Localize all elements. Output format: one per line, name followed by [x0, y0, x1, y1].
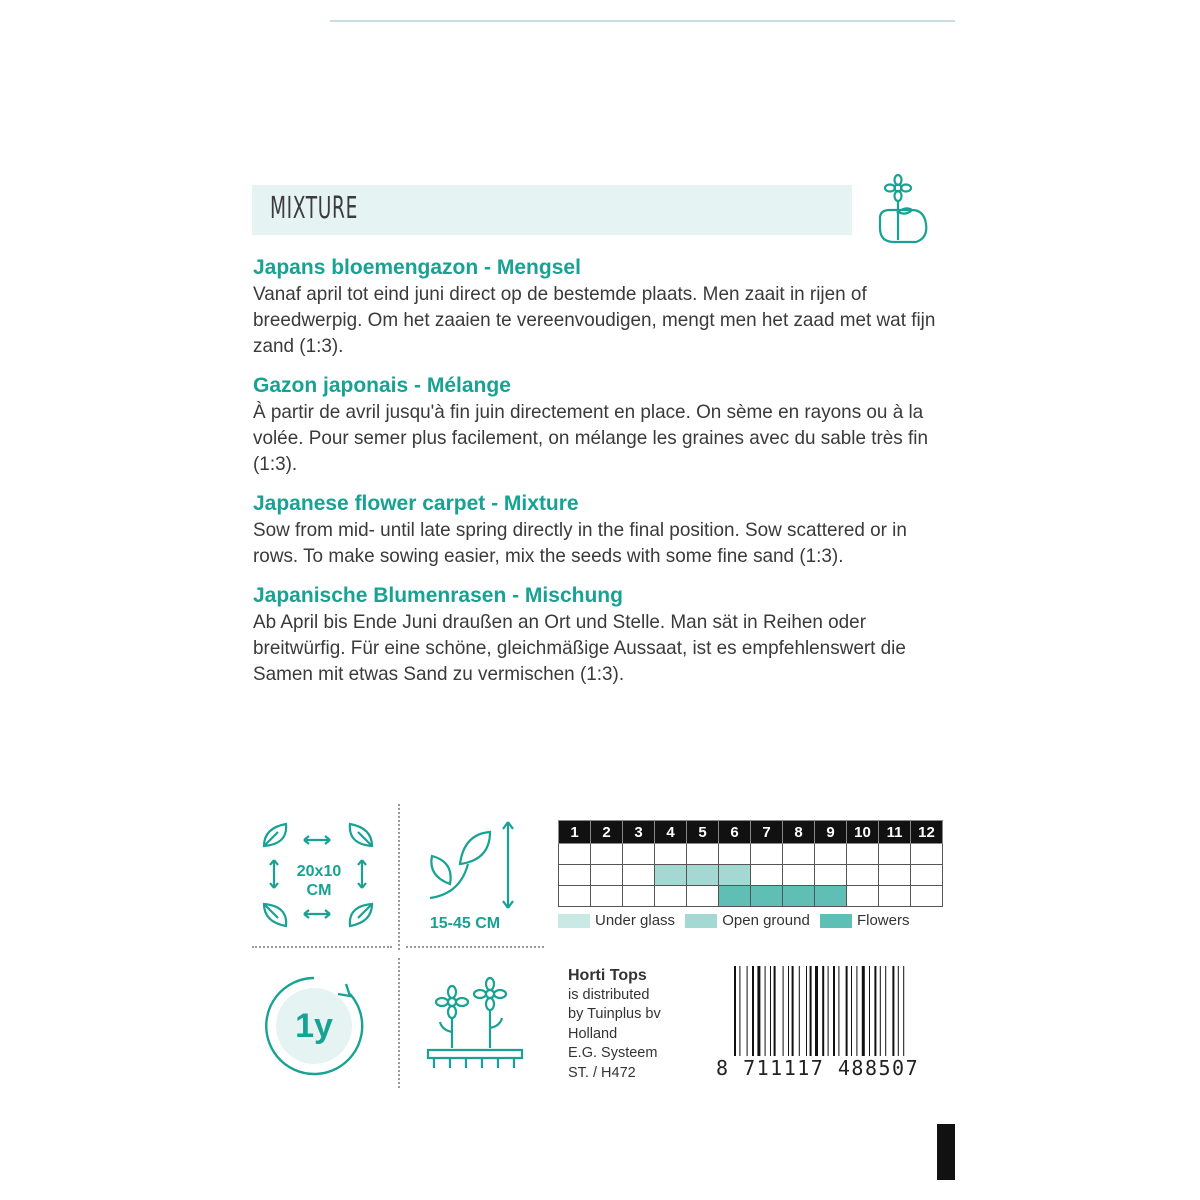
section-en	[253, 491, 963, 569]
barcode-bar	[862, 966, 865, 1056]
month-label: 8	[783, 821, 815, 844]
legend-swatch	[558, 914, 590, 928]
distributor-line: E.G. Systeem	[568, 1045, 658, 1061]
calendar-cell	[911, 886, 943, 907]
calendar-cell	[751, 865, 783, 886]
section-nl	[253, 255, 963, 359]
barcode-bar	[739, 966, 740, 1056]
height-value: 15-45 CM	[429, 915, 501, 932]
calendar-cell	[847, 865, 879, 886]
barcode-bar	[822, 966, 824, 1056]
calendar-cell	[847, 886, 879, 907]
calendar-row-open-ground	[559, 865, 943, 886]
divider	[398, 958, 400, 1088]
calendar-cell	[719, 886, 751, 907]
divider	[406, 946, 544, 948]
flowers-in-tray-icon	[422, 970, 528, 1076]
barcode-bar	[765, 966, 766, 1056]
legend-label: Flowers	[856, 912, 910, 929]
barcode-bar	[752, 966, 754, 1056]
calendar-cell	[655, 844, 687, 865]
plant-height-icon	[420, 816, 530, 916]
calendar-cell	[815, 886, 847, 907]
barcode-bar	[903, 966, 904, 1056]
barcode-bar	[757, 966, 760, 1056]
barcode-bar	[874, 966, 876, 1056]
barcode-digits: 8 711117 488507	[716, 1056, 920, 1080]
barcode-bar	[734, 966, 736, 1056]
barcode-bar	[747, 966, 748, 1056]
spacing-value	[288, 862, 350, 900]
month-label: 7	[751, 821, 783, 844]
spacing-line2: CM	[306, 882, 332, 899]
calendar-cell	[815, 844, 847, 865]
divider	[398, 804, 400, 950]
distributor-line: ST. / H472	[568, 1064, 636, 1081]
top-divider	[330, 20, 955, 22]
legend-item	[558, 912, 675, 929]
barcode-bar	[788, 966, 789, 1056]
calendar-cell	[591, 865, 623, 886]
barcode-bar	[851, 966, 852, 1056]
calendar-cell	[623, 844, 655, 865]
calendar-cell	[783, 844, 815, 865]
calendar-cell	[879, 865, 911, 886]
barcode-bar	[770, 966, 771, 1056]
legend-item	[820, 912, 910, 929]
barcode-bar	[828, 966, 829, 1056]
calendar-cell	[783, 886, 815, 907]
barcode-bar	[898, 966, 899, 1056]
brand-name: Horti Tops	[568, 967, 647, 984]
print-mark	[937, 1124, 955, 1180]
category-banner	[252, 185, 852, 235]
calendar-cell	[751, 886, 783, 907]
month-label: 5	[687, 821, 719, 844]
distributor-line: Holland	[568, 1025, 618, 1042]
legend-item	[685, 912, 810, 929]
section-heading: Gazon japonais - Mélange	[253, 374, 511, 397]
month-label: 2	[591, 821, 623, 844]
calendar-cell	[687, 886, 719, 907]
calendar-cell	[719, 844, 751, 865]
calendar-cell	[911, 844, 943, 865]
calendar-cell	[655, 886, 687, 907]
barcode-bar	[869, 966, 870, 1056]
calendar-cell	[687, 865, 719, 886]
barcode	[734, 966, 952, 1056]
calendar-cell	[687, 844, 719, 865]
section-heading: Japanische Blumenrasen - Mischung	[253, 584, 623, 607]
calendar-legend	[558, 912, 915, 932]
legend-label: Under glass	[595, 912, 676, 929]
barcode-bar	[799, 966, 800, 1056]
distributor-line: is distributed	[568, 986, 650, 1003]
distributor-info	[568, 966, 661, 1083]
calendar-cell	[591, 886, 623, 907]
month-label: 6	[719, 821, 751, 844]
calendar-cell	[879, 886, 911, 907]
flower-sowing-icon	[868, 172, 940, 246]
section-fr	[253, 373, 963, 477]
spacing-line1: 20x10	[296, 863, 342, 880]
calendar-row-flowers	[559, 886, 943, 907]
calendar-cell	[559, 844, 591, 865]
calendar-cell	[719, 865, 751, 886]
barcode-bar	[880, 966, 881, 1056]
calendar-cell	[783, 865, 815, 886]
legend-swatch	[685, 914, 717, 928]
calendar-cell	[559, 865, 591, 886]
distributor-line: by Tuinplus bv	[568, 1006, 661, 1022]
month-label: 10	[847, 821, 879, 844]
lifecycle-label: 1y	[295, 1007, 333, 1045]
calendar-cell	[623, 865, 655, 886]
calendar-cell	[623, 886, 655, 907]
calendar-cell	[751, 844, 783, 865]
barcode-bar	[806, 966, 807, 1056]
barcode-bar	[815, 966, 818, 1056]
barcode-bar	[892, 966, 894, 1056]
barcode-bar	[838, 966, 839, 1056]
month-label: 11	[879, 821, 911, 844]
barcode-bar	[846, 966, 848, 1056]
calendar-cell	[815, 865, 847, 886]
barcode-bar	[833, 966, 835, 1056]
calendar-cell	[559, 886, 591, 907]
section-text: Vanaf april tot eind juni direct op de bestemde plaats. Men zaait in rijen of breedwerpig. Om het zaaien te vereenvoudigen, mengt men het zaad met wat fijn zand (1:3).	[253, 283, 936, 357]
month-label: 9	[815, 821, 847, 844]
section-text: Sow from mid- until late spring directly in the final position. Sow scattered or in rows. To make sowing easier, mix the seeds with some fine sand (1:3).	[253, 519, 907, 567]
calendar-cell	[879, 844, 911, 865]
barcode-bar	[783, 966, 784, 1056]
section-heading: Japanese flower carpet - Mixture	[253, 492, 579, 515]
instructions	[253, 255, 963, 701]
legend-label: Open ground	[722, 912, 810, 929]
calendar-row-under-glass	[559, 844, 943, 865]
barcode-bar	[792, 966, 794, 1056]
calendar-cell	[911, 865, 943, 886]
divider	[252, 946, 392, 948]
section-text: Ab April bis Ende Juni draußen an Ort und Stelle. Man sät in Reihen oder breitwürfig. Für eine schöne, gleichmäßige Aussaat, ist es empfehlenswert die Samen mit etwas Sand zu vermischen (1:3).	[253, 611, 906, 685]
month-label: 4	[655, 821, 687, 844]
month-label: 3	[623, 821, 655, 844]
calendar-cell	[655, 865, 687, 886]
section-de	[253, 583, 963, 687]
section-text: À partir de avril jusqu'à fin juin directement en place. On sème en rayons ou à la volée. Pour semer plus facilement, on mélange les graines avec du sable très fin (1:3).	[253, 401, 928, 475]
category-title: MIXTURE	[270, 191, 358, 226]
barcode-bar	[856, 966, 857, 1056]
month-label: 12	[911, 821, 943, 844]
barcode-bar	[885, 966, 886, 1056]
month-label: 1	[559, 821, 591, 844]
barcode-bar	[774, 966, 776, 1056]
legend-swatch	[820, 914, 852, 928]
calendar-header	[559, 821, 943, 844]
barcode-bar	[810, 966, 812, 1056]
calendar-cell	[847, 844, 879, 865]
calendar-cell	[591, 844, 623, 865]
section-heading: Japans bloemengazon - Mengsel	[253, 256, 581, 279]
sowing-calendar	[558, 820, 943, 907]
